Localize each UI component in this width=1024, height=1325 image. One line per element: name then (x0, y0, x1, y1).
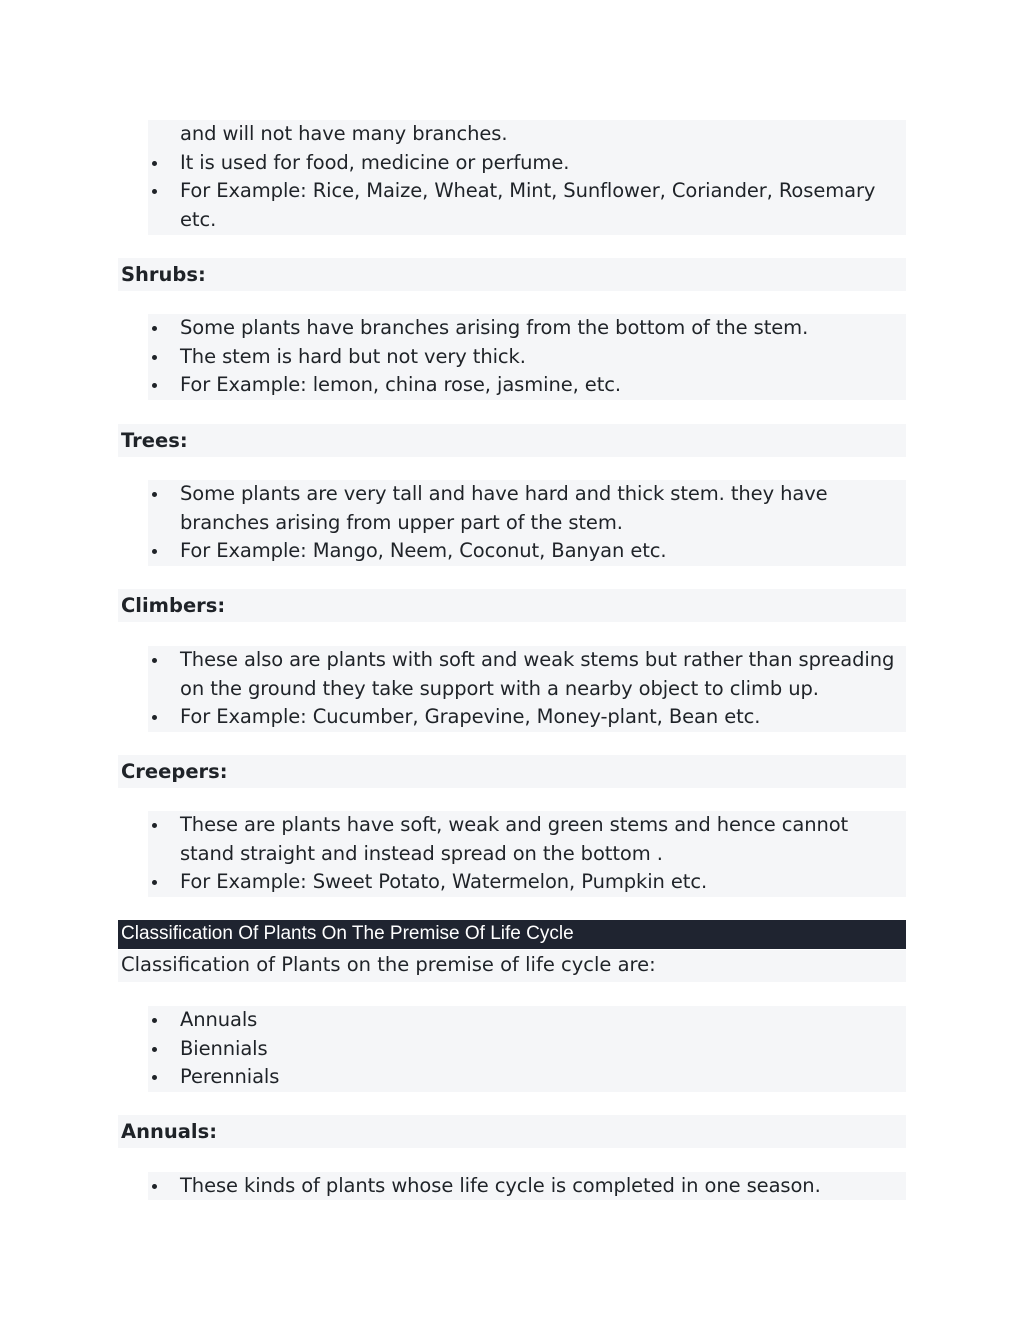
list-item: For Example: lemon, china rose, jasmine, etc. (148, 371, 906, 400)
list-item: For Example: Rice, Maize, Wheat, Mint, Sunflower, Coriander, Rosemary etc. (148, 177, 880, 234)
list-item: These are plants have soft, weak and green stems and hence cannot stand straight and instead spread on the bottom . (148, 811, 906, 868)
creepers-heading: Creepers: (121, 760, 228, 783)
annuals-heading-block (118, 1115, 906, 1148)
annuals-list-block (148, 1172, 906, 1200)
creepers-list-block (148, 811, 906, 897)
list-item: For Example: Sweet Potato, Watermelon, Pumpkin etc. (148, 868, 906, 897)
climbers-heading: Climbers: (121, 594, 226, 617)
trees-list (148, 480, 906, 566)
list-item: The stem is hard but not very thick. (148, 343, 906, 372)
climbers-list (148, 646, 906, 732)
list-item: Some plants are very tall and have hard and thick stem. they have branches arising from upper part of the stem. (148, 480, 906, 537)
annuals-list (148, 1172, 906, 1200)
creepers-list (148, 811, 906, 897)
shrubs-heading-block (118, 258, 906, 291)
list-item: and will not have many branches. (180, 122, 508, 145)
list-item: Annuals (148, 1006, 906, 1035)
life-cycle-title-bar: Classification Of Plants On The Premise Of Life Cycle (118, 920, 906, 949)
shrubs-heading: Shrubs: (121, 263, 206, 286)
list-item: It is used for food, medicine or perfume. (148, 149, 906, 178)
shrubs-list (148, 314, 906, 400)
life-cycle-list (148, 1006, 906, 1092)
list-item: Some plants have branches arising from the bottom of the stem. (148, 314, 906, 343)
trees-heading-block (118, 424, 906, 457)
list-item: For Example: Mango, Neem, Coconut, Banyan etc. (148, 537, 906, 566)
list-item: Perennials (148, 1063, 906, 1092)
creepers-heading-block (118, 755, 906, 788)
list-item: These also are plants with soft and weak stems but rather than spreading on the ground they take support with a nearby object to climb up. (148, 646, 906, 703)
herbs-list (148, 120, 906, 235)
list-item: Biennials (148, 1035, 906, 1064)
trees-list-block (148, 480, 906, 566)
trees-heading: Trees: (121, 429, 188, 452)
list-item: For Example: Cucumber, Grapevine, Money-plant, Bean etc. (148, 703, 906, 732)
climbers-list-block (148, 646, 906, 732)
list-item: These kinds of plants whose life cycle is completed in one season. (148, 1172, 906, 1200)
climbers-heading-block (118, 589, 906, 622)
life-cycle-intro: Classification of Plants on the premise of life cycle are: (118, 950, 906, 982)
shrubs-list-block (148, 314, 906, 400)
annuals-heading: Annuals: (121, 1120, 217, 1143)
herbs-list-block (148, 120, 906, 235)
life-cycle-list-block (148, 1006, 906, 1092)
